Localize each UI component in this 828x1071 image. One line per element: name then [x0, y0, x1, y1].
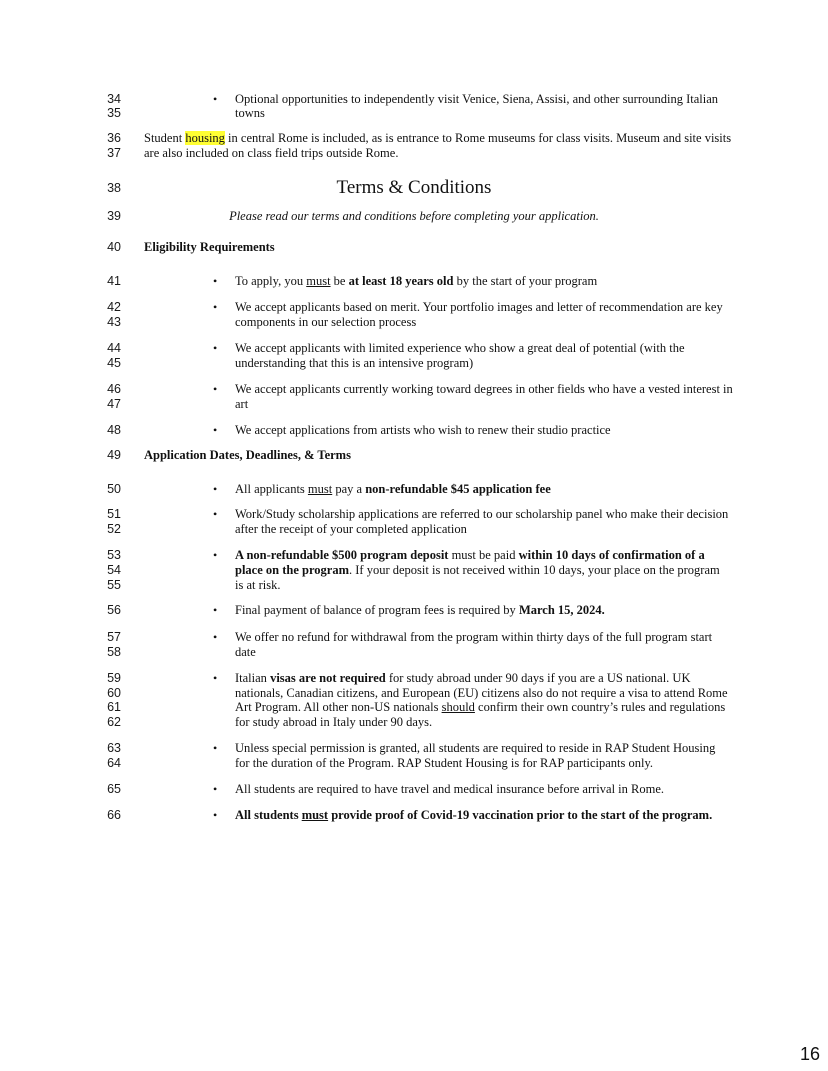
- list-item: To apply, you must be at least 18 years old by the start of your program: [235, 274, 598, 288]
- list-item: All applicants must pay a non-refundable $45 application fee: [235, 482, 551, 496]
- list-item-continued: nationals, Canadian citizens, and European (EU) citizens also do not require a visa to attend Rome: [235, 686, 728, 700]
- line-number: 49: [107, 448, 121, 462]
- bullet: •: [213, 782, 218, 796]
- list-item-continued: understanding that this is an intensive program): [235, 356, 474, 370]
- bullet: •: [213, 92, 218, 106]
- line-number: 60: [107, 686, 121, 700]
- list-item: We offer no refund for withdrawal from the program within thirty days of the full program start: [235, 630, 713, 644]
- line-number: 36: [107, 131, 121, 145]
- line-number: 56: [107, 603, 121, 617]
- list-item: Work/Study scholarship applications are referred to our scholarship panel who make their decision: [235, 507, 729, 521]
- line-number: 53: [107, 548, 121, 562]
- line-number: 43: [107, 315, 121, 329]
- page-title: Terms & Conditions: [336, 177, 492, 198]
- bullet: •: [213, 603, 218, 617]
- line-number: 46: [107, 382, 121, 396]
- list-item-continued: place on the program. If your deposit is not received within 10 days, your place on the program: [235, 563, 720, 577]
- list-item-continued: art: [235, 397, 249, 411]
- line-number: 44: [107, 341, 121, 355]
- list-item: We accept applications from artists who wish to renew their studio practice: [235, 423, 611, 437]
- bullet: •: [213, 548, 218, 562]
- line-number: 57: [107, 630, 121, 644]
- line-number: 52: [107, 522, 121, 536]
- list-item-continued: after the receipt of your completed application: [235, 522, 467, 536]
- bullet: •: [213, 671, 218, 685]
- list-item-continued: for study abroad in Italy under 90 days.: [235, 715, 433, 729]
- line-number: 45: [107, 356, 121, 370]
- list-item-continued: for the duration of the Program. RAP Student Housing is for RAP participants only.: [235, 756, 654, 770]
- paragraph-line: Student housing in central Rome is included, as is entrance to Rome museums for class visits. Museum and site visits: [144, 131, 732, 145]
- line-number: 41: [107, 274, 121, 288]
- bullet: •: [213, 274, 218, 288]
- line-number: 39: [107, 209, 121, 223]
- line-number: 63: [107, 741, 121, 755]
- bullet: •: [213, 423, 218, 437]
- list-item: All students are required to have travel and medical insurance before arrival in Rome.: [235, 782, 664, 796]
- line-number: 38: [107, 181, 121, 195]
- line-number: 65: [107, 782, 121, 796]
- section-heading-eligibility: Eligibility Requirements: [144, 240, 275, 254]
- list-item: A non-refundable $500 program deposit must be paid within 10 days of confirmation of a: [235, 548, 705, 562]
- bullet: •: [213, 507, 218, 521]
- line-number: 64: [107, 756, 121, 770]
- list-item-continued: Art Program. All other non-US nationals should confirm their own country’s rules and regulations: [235, 700, 726, 714]
- line-number: 48: [107, 423, 121, 437]
- paragraph-line: are also included on class field trips outside Rome.: [144, 146, 399, 160]
- line-number: 54: [107, 563, 121, 577]
- bullet: •: [213, 741, 218, 755]
- list-item: Final payment of balance of program fees is required by March 15, 2024.: [235, 603, 605, 617]
- section-heading-application: Application Dates, Deadlines, & Terms: [144, 448, 351, 462]
- bullet: •: [213, 382, 218, 396]
- line-number: 62: [107, 715, 121, 729]
- line-number: 66: [107, 808, 121, 822]
- bullet: •: [213, 808, 218, 822]
- line-number: 34: [107, 92, 121, 106]
- line-number: 42: [107, 300, 121, 314]
- line-number: 47: [107, 397, 121, 411]
- line-number: 61: [107, 700, 121, 714]
- bullet: •: [213, 630, 218, 644]
- line-number: 50: [107, 482, 121, 496]
- bullet: •: [213, 300, 218, 314]
- line-number: 37: [107, 146, 121, 160]
- list-item: Unless special permission is granted, all students are required to reside in RAP Student Housing: [235, 741, 716, 755]
- bullet: •: [213, 341, 218, 355]
- page-subtitle: Please read our terms and conditions before completing your application.: [229, 209, 599, 223]
- list-item: All students must provide proof of Covid-19 vaccination prior to the start of the program.: [235, 808, 713, 822]
- list-item-continued: is at risk.: [235, 578, 281, 592]
- list-item: We accept applicants based on merit. Your portfolio images and letter of recommendation are key: [235, 300, 723, 314]
- list-item: Italian visas are not required for study abroad under 90 days if you are a US national. UK: [235, 671, 691, 685]
- line-number: 59: [107, 671, 121, 685]
- line-number: 55: [107, 578, 121, 592]
- line-number: 40: [107, 240, 121, 254]
- list-item: We accept applicants with limited experience who show a great deal of potential (with the: [235, 341, 685, 355]
- list-item: We accept applicants currently working toward degrees in other fields who have a vested interest in: [235, 382, 733, 396]
- list-item-continued: towns: [235, 106, 265, 120]
- line-number: 58: [107, 645, 121, 659]
- line-number: 35: [107, 106, 121, 120]
- list-item-continued: components in our selection process: [235, 315, 417, 329]
- line-number: 51: [107, 507, 121, 521]
- list-item: Optional opportunities to independently visit Venice, Siena, Assisi, and other surrounding Italian: [235, 92, 719, 106]
- list-item-continued: date: [235, 645, 256, 659]
- page-number: 16: [799, 1044, 820, 1064]
- highlighted-word: housing: [185, 131, 225, 145]
- bullet: •: [213, 482, 218, 496]
